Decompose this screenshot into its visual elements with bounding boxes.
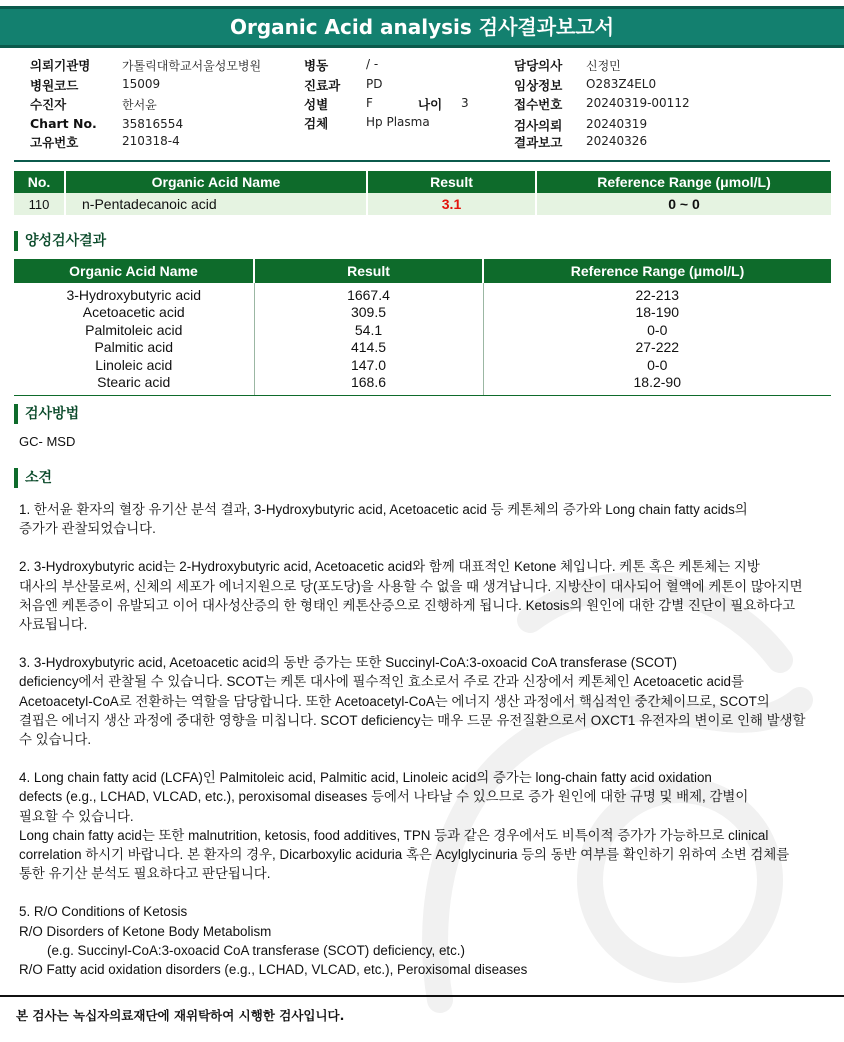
finding-line: 사료됩니다. (19, 617, 88, 633)
col-ref: Reference Range (μmol/L) (536, 171, 831, 193)
unique-value: 210318-4 (122, 134, 180, 148)
row-name: n-Pentadecanoic acid (65, 193, 367, 215)
col-name: Organic Acid Name (65, 171, 367, 193)
doctor-value: 신정민 (586, 59, 621, 73)
table-row (14, 193, 831, 215)
patient-value: 한서윤 (122, 98, 157, 112)
clinical-value: O283Z4EL0 (586, 77, 657, 91)
finding-line: correlation 하시기 바랍니다. 본 환자의 경우, Dicarboxylic aciduria 혹은 Acylglycinuria 등의 동반 여부를 확인하기 위하여 소변 검체를 (19, 847, 790, 863)
row-result: 54.1 (254, 322, 483, 340)
finding-line: 통한 유기산 분석도 필요하다고 판단됩니다. (19, 866, 271, 882)
request-label: 검사의뢰 (514, 118, 563, 133)
finding-line: Long chain fatty acid는 또한 malnutrition, ketosis, food additives, TPN 등과 같은 경우에서도 비특이적 증가가 가능하므로 clinical (19, 827, 769, 843)
sex-label: 성별 (304, 97, 329, 112)
findings-section-title: 소견 (14, 468, 52, 488)
finding-line: 수 있습니다. (19, 732, 92, 748)
col-result: Result (367, 171, 536, 193)
finding-line: 결핍은 에너지 생산 과정에 중대한 영향을 미칩니다. SCOT deficiency는 매우 드문 유전질환으로서 OXCT1 유전자의 변이로 인해 발생할 (19, 712, 806, 728)
result-table (14, 171, 831, 215)
patient-info-block (0, 56, 844, 152)
finding-paragraph-2 (19, 557, 819, 634)
positive-table (14, 259, 831, 396)
col-ref: Reference Range (μmol/L) (483, 259, 831, 283)
footer-note: 본 검사는 녹십자의료재단에 재위탁하여 시행한 검사입니다. (16, 1008, 345, 1023)
chart-value: 35816554 (122, 117, 184, 131)
finding-line: 1. 한서윤 환자의 혈장 유기산 분석 결과, 3-Hydroxybutyric acid, Acetoacetic acid 등 케톤체의 증가와 Long chain fatty acids의 (19, 502, 748, 517)
table-row (14, 322, 831, 340)
patient-label: 수진자 (30, 97, 67, 112)
table-row (14, 304, 831, 322)
finding-paragraph-4 (19, 768, 819, 883)
receipt-value: 20240319-00112 (586, 96, 690, 110)
row-no: 110 (14, 193, 65, 215)
age-value: 3 (461, 96, 469, 110)
dept-value: PD (366, 77, 383, 91)
finding-line: R/O Disorders of Ketone Body Metabolism (19, 923, 272, 939)
specimen-value: Hp Plasma (366, 115, 430, 129)
table-row (14, 357, 831, 375)
table-row (14, 283, 831, 304)
receipt-label: 접수번호 (514, 97, 563, 112)
row-result: 147.0 (254, 357, 483, 375)
finding-line: 5. R/O Conditions of Ketosis (19, 904, 188, 920)
report-value: 20240326 (586, 134, 648, 148)
row-ref: 0 ~ 0 (536, 193, 831, 215)
hospital-value: 가톨릭대학교서울성모병원 (122, 59, 262, 73)
finding-line: 증가가 관찰되었습니다. (19, 521, 156, 537)
chart-label: Chart No. (30, 116, 97, 131)
row-result: 1667.4 (254, 283, 483, 304)
row-name: 3-Hydroxybutyric acid (14, 283, 254, 304)
row-ref: 18.2-90 (483, 374, 831, 396)
dept-label: 진료과 (304, 78, 341, 93)
finding-line: Acetoacetyl-CoA로 전환하는 역할을 담당합니다. 또한 Acetoacetyl-CoA는 에너지 생산 과정에서 핵심적인 중간체이므로, SCOT의 (19, 693, 770, 709)
row-ref: 0-0 (647, 356, 668, 373)
row-name: Acetoacetic acid (14, 304, 254, 322)
row-ref: 22-213 (635, 287, 680, 303)
hospital-code-label: 병원코드 (30, 78, 79, 93)
row-name: Linoleic acid (14, 357, 254, 375)
table-row (14, 374, 831, 396)
report-title: Organic Acid analysis 검사결과보고서 (0, 6, 844, 48)
col-name: Organic Acid Name (14, 259, 254, 283)
report-label: 결과보고 (514, 135, 563, 150)
col-result: Result (254, 259, 483, 283)
finding-line: (e.g. Succinyl-CoA:3-oxoacid CoA transferase (SCOT) deficiency, etc.) (47, 942, 465, 958)
row-ref: 18-190 (635, 304, 680, 321)
col-no: No. (14, 171, 65, 193)
positive-section-title: 양성검사결과 (14, 231, 106, 251)
row-result: 414.5 (254, 339, 483, 357)
row-name: Palmitoleic acid (14, 322, 254, 340)
hospital-label: 의뢰기관명 (30, 58, 91, 73)
row-ref: 0-0 (647, 321, 668, 338)
finding-line: 대사의 부산물로써, 신체의 세포가 에너지원으로 당(포도당)을 사용할 수 없을 때 생겨납니다. 지방산이 대사되어 혈액에 케톤이 많아지면 (19, 578, 803, 594)
finding-paragraph-3 (19, 653, 819, 749)
row-result: 3.1 (367, 193, 536, 215)
request-value: 20240319 (586, 117, 648, 131)
finding-line: defects (e.g., LCHAD, VLCAD, etc.), peroxisomal diseases 등에서 나타날 수 있으므로 증가 원인에 대한 규명 및 배제, 감별이 (19, 789, 749, 805)
row-result: 168.6 (254, 374, 483, 396)
clinical-label: 임상정보 (514, 78, 563, 93)
finding-line: 4. Long chain fatty acid (LCFA)인 Palmitoleic acid, Palmitic acid, Linoleic acid의 증가는 long-chain fatty acid oxidation (19, 770, 712, 786)
finding-line: 처음엔 케톤증이 유발되고 이어 대사성산증의 한 형태인 케톤산증으로 진행하게 됩니다. Ketosis의 원인에 대한 감별 진단이 필요하다고 (19, 597, 796, 613)
hospital-code-value: 15009 (122, 77, 161, 91)
footer-divider (0, 995, 844, 997)
doctor-label: 담당의사 (514, 58, 563, 73)
row-name: Palmitic acid (14, 339, 254, 357)
ward-label: 병동 (304, 58, 329, 73)
row-result: 309.5 (254, 304, 483, 322)
ward-value: / - (366, 57, 379, 71)
info-divider (14, 160, 830, 162)
finding-line: 필요할 수 있습니다. (19, 808, 134, 824)
finding-line: 2. 3-Hydroxybutyric acid는 2-Hydroxybutyric acid, Acetoacetic acid와 함께 대표적인 Ketone 체입니다. 케톤 혹은 케톤체는 지방 (19, 559, 760, 575)
specimen-label: 검체 (304, 116, 329, 131)
unique-label: 고유번호 (30, 135, 79, 150)
findings-body (19, 500, 819, 998)
row-name: Stearic acid (14, 374, 254, 396)
finding-line: deficiency에서 관찰될 수 있습니다. SCOT는 케톤 대사에 필수적인 효소로서 주로 간과 신장에서 케톤체인 Acetoacetic acid를 (19, 674, 744, 690)
table-row (14, 339, 831, 357)
sex-value: F (366, 96, 373, 110)
age-label: 나이 (418, 97, 443, 112)
finding-line: R/O Fatty acid oxidation disorders (e.g., LCHAD, VLCAD, etc.), Peroxisomal diseases (19, 962, 528, 978)
finding-paragraph-1 (19, 500, 819, 538)
method-text: GC- MSD (19, 434, 76, 449)
finding-paragraph-5 (19, 902, 819, 979)
method-section-title: 검사방법 (14, 404, 79, 424)
row-ref: 27-222 (635, 339, 680, 356)
finding-line: 3. 3-Hydroxybutyric acid, Acetoacetic acid의 동반 증가는 또한 Succinyl-CoA:3-oxoacid CoA transferase (SCOT) (19, 655, 677, 671)
